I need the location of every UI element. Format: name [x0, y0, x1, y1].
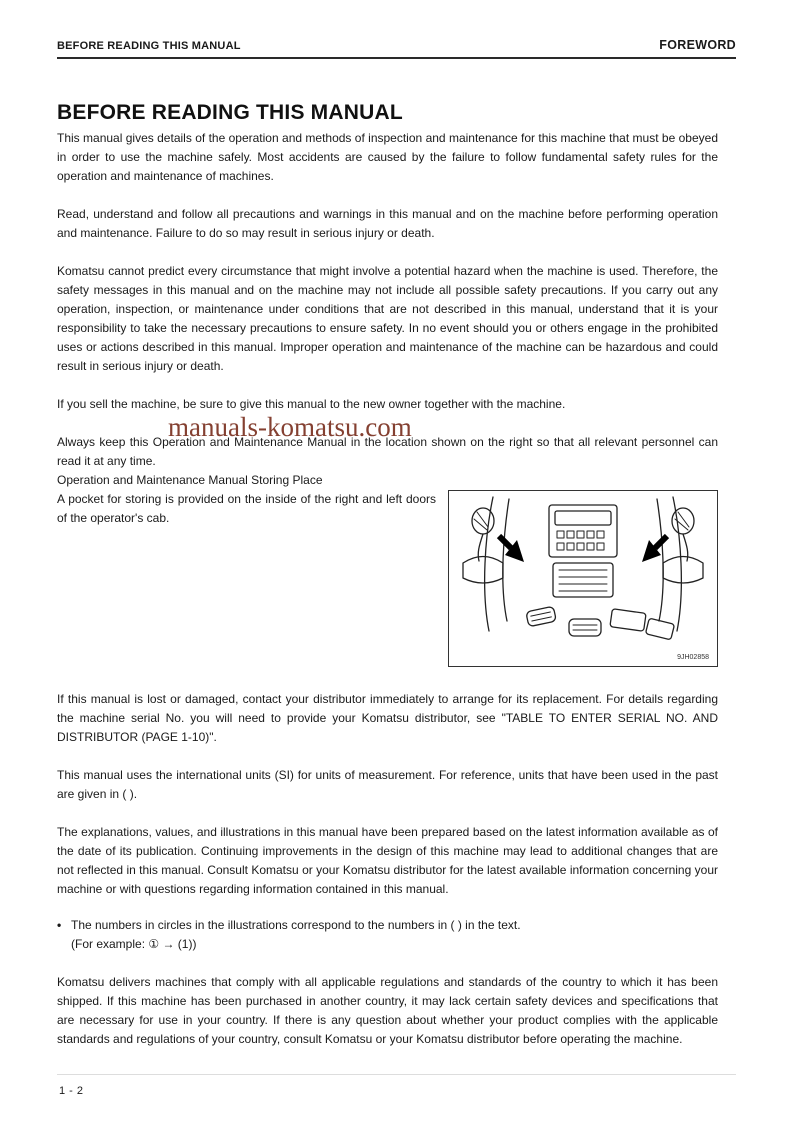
paragraph-sell-machine: If you sell the machine, be sure to give this manual to the new owner together with the machine. — [57, 397, 566, 411]
paragraph-storing-place-title: Operation and Maintenance Manual Storing Place — [57, 473, 323, 487]
header-chapter-title: FOREWORD — [659, 38, 736, 52]
cab-interior-drawing — [449, 491, 717, 666]
bullet-item-circled-numbers — [57, 916, 718, 954]
cab-left-pillar-line — [503, 499, 509, 621]
paragraph-intro: This manual gives details of the operation and methods of inspection and maintenance for this machine that must be obeyed in order to use the machine safely. Most accidents are caused by the failure to follow fundamental safety rules for the operation and maintenance of machines. — [57, 131, 718, 183]
footer-page-number: 1 - 2 — [59, 1085, 84, 1097]
paragraph-lost-manual: If this manual is lost or damaged, contact your distributor immediately to arrange for its replacement. For details regarding the machine serial No. you will need to provide your Komatsu distributor, see "TABLE TO ENTER SERIAL NO. AND DISTRIBUTOR (PAGE 1-10)". — [57, 692, 718, 744]
right-joystick-knob — [672, 508, 694, 534]
header-section-title: BEFORE READING THIS MANUAL — [57, 40, 241, 52]
paragraph-hazard-warning: Komatsu cannot predict every circumstance that might involve a potential hazard when the machine is used. Therefore, the safety messages in this manual and on the machine may not include all possible safety precautions. If you carry out any operation, inspection, or maintenance under conditions that are not described in this manual, understand that it is your responsibility to take the necessary precautions to ensure safety. In no event should you or others engage in the prohibited uses or actions described in this manual. Improper operation and maintenance of the machine can be hazardous and could result in serious injury or death. — [57, 264, 718, 373]
cab-right-pillar-line — [657, 499, 663, 621]
paragraph-latest-information: The explanations, values, and illustrations in this manual have been prepared based on the latest information available as of the date of its publication. Continuing improvements in the design of this machine may lead to additional changes that are not reflected in this manual. Consult Komatsu or your Komatsu distributor for the latest available information concerning your machine or with questions regarding information contained in this manual. — [57, 825, 718, 896]
bullet-text — [71, 916, 718, 954]
figure-code-label: 9JH02858 — [677, 654, 709, 661]
paragraph-regulations: Komatsu delivers machines that comply with all applicable regulations and standards of the country to which it has been shipped. If this machine has been purchased in another country, it may lack certain safety devices and specifications that are necessary for use in your country. If there is any question about whether your product complies with the applicable standards and regulations of your country, consult Komatsu or your Komatsu distributor before operating the machine. — [57, 975, 718, 1046]
paragraph-pocket-location: A pocket for storing is provided on the inside of the right and left doors of the operator's cab. — [57, 492, 436, 525]
bullet-marker: • — [57, 918, 62, 932]
paragraph-si-units: This manual uses the international units (SI) for units of measurement. For reference, units that have been used in the past are given in ( ). — [57, 768, 718, 801]
console-grille — [553, 563, 613, 597]
paragraph-keep-manual: Always keep this Operation and Maintenance Manual in the location shown on the right so that all relevant personnel can read it at any time. — [57, 435, 718, 468]
storing-place-section — [57, 433, 718, 671]
watermark-text: manuals-komatsu.com — [168, 412, 412, 442]
door-pocket-right — [610, 609, 675, 640]
footer-rule — [57, 1074, 736, 1075]
bullet-example-line: (For example: ① → (1)) — [71, 937, 197, 951]
page-title: BEFORE READING THIS MANUAL — [57, 101, 403, 124]
page-header — [57, 38, 736, 59]
paragraph-read-follow: Read, understand and follow all precautions and warnings in this manual and on the machine before performing operation and maintenance. Failure to do so may result in serious injury or death. — [57, 207, 718, 240]
page-content — [57, 103, 718, 1049]
cab-illustration-figure — [448, 490, 718, 667]
bullet-line: The numbers in circles in the illustrations correspond to the numbers in ( ) in the text. — [71, 918, 521, 932]
door-pocket-left — [526, 606, 557, 626]
